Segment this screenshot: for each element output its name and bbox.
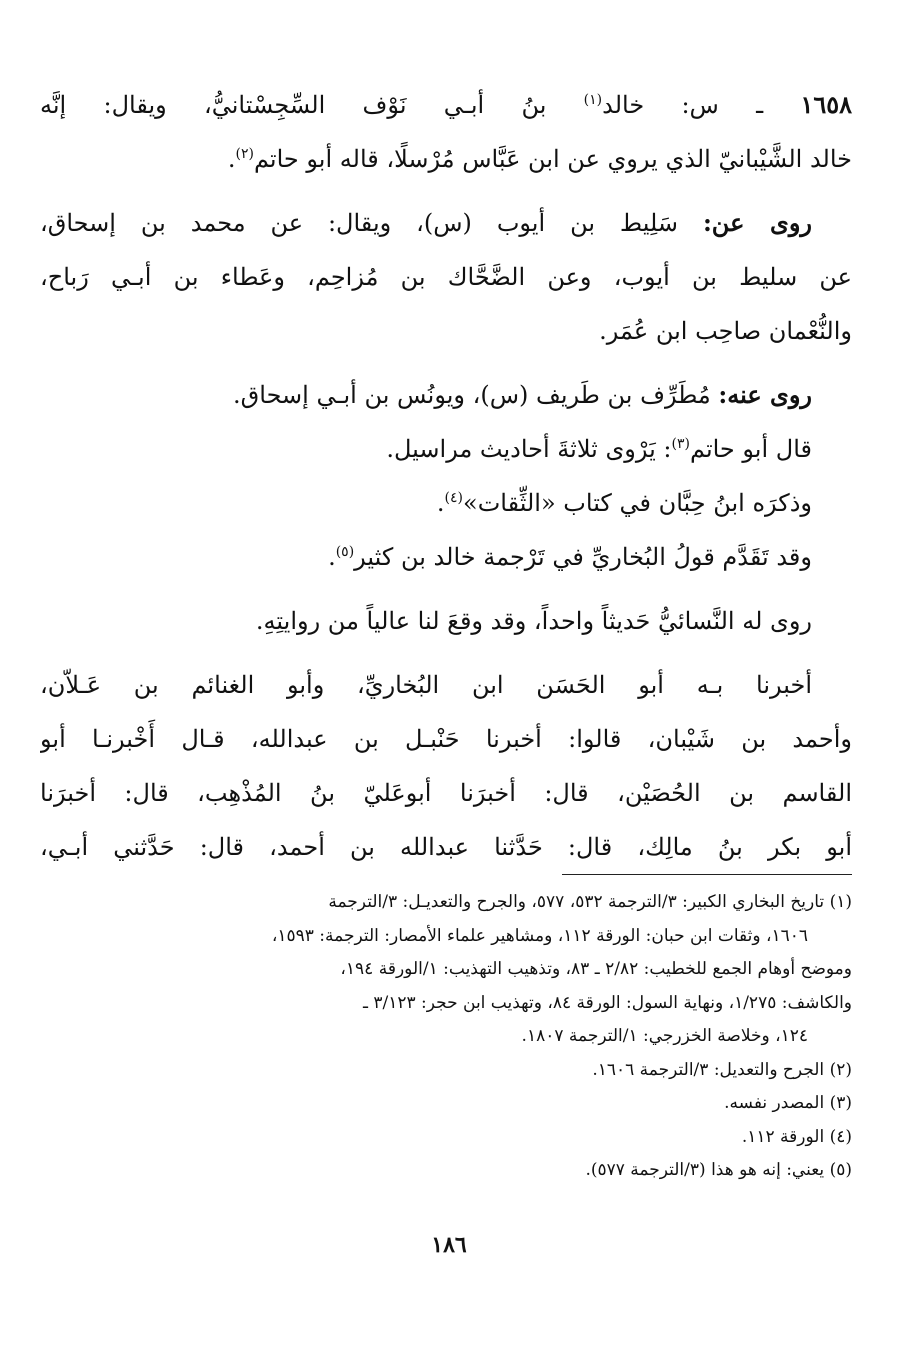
footnote-1: (١) تاريخ البخاري الكبير: ٣/الترجمة ٥٣٢، ٥٧٧، والجرح والتعديـل: ٣/الترجمة	[328, 892, 852, 912]
footnote-ref-3: (٣)	[671, 436, 690, 452]
abu-hatim-line: قال أبو حاتم$^{(٣)}$: يَرْوى ثلاثةَ أحاديث مراسيل.	[386, 435, 812, 463]
bukhari-line: وقد تَقَدَّم قولُ البُخاريِّ في تَرْجمة خالد بن كثير$^{(٥)}$.	[328, 543, 812, 571]
footnote-divider	[562, 874, 852, 875]
page-number: ١٨٦	[431, 1232, 467, 1258]
footnote-ref-5: (٥)	[335, 544, 355, 560]
isnad-line-1: أخبرنا بـه أبو الحَسَن ابن البُخاريِّ، وأبو الغنائم بن عَـلاّن،	[40, 671, 812, 699]
nasai-line: روى له النَّسائيُّ حَديثاً واحداً، وقد وقعَ لنا عالياً من روايتِهِ.	[255, 607, 812, 635]
footnote-1-cont: وموضح أوهام الجمع للخطيب: ٢/٨٢ ـ ٨٣، وتذهيب التهذيب: ١/الورقة ١٩٤،	[340, 959, 852, 979]
footnote-marker: (٢)	[829, 1059, 852, 1080]
footnote-marker: (١)	[829, 892, 852, 912]
narrated-from-line-3: والنُّعْمان صاحِب ابن عُمَر.	[599, 317, 852, 345]
footnote-5: (٥) يعني: إنه هو هذا (٣/الترجمة ٥٧٧).	[585, 1160, 852, 1180]
narrated-by-line: روى عنه: مُطَرِّف بن طَريف (س)، ويونُس بن أبـي إسحاق.	[233, 380, 812, 409]
footnote-2: (٢) الجرح والتعديل: ٣/الترجمة ١٦٠٦.	[592, 1059, 852, 1080]
footnote-1-cont: ١٢٤، وخلاصة الخزرجي: ١/الترجمة ١٨٠٧.	[521, 1026, 808, 1046]
footnote-marker: (٣)	[829, 1093, 852, 1113]
footnote-3: (٣) المصدر نفسه.	[724, 1093, 852, 1113]
footnote-ref-1: (١)	[583, 92, 603, 108]
isnad-line-2: وأحمد بن شَيْبان، قالوا: أخبرنا حَنْبـل بن عبدالله، قـال أَخْبرنـا أبو	[40, 725, 852, 753]
entry-line-1: ١٦٥٨ ـ س: خالد$^{(١)}$ بنُ أبـي نَوْف السِّجِسْتانيُّ، ويقال: إنَّه	[40, 90, 852, 119]
footnote-4: (٤) الورقة ١١٢.	[741, 1126, 852, 1147]
footnotes	[40, 886, 852, 1188]
main-text	[40, 78, 852, 874]
footnote-1-cont: ١٦٠٦، وثقات ابن حبان: الورقة ١١٢، ومشاهير علماء الأمصار: الترجمة: ١٥٩٣،	[271, 925, 808, 946]
footnote-ref-2: (٢)	[235, 146, 254, 162]
footnote-marker: (٤)	[829, 1126, 852, 1147]
narrated-from-label: روى عن:	[702, 208, 812, 237]
narrated-by-label: روى عنه:	[718, 380, 812, 409]
isnad-line-4: أبو بكر بنُ مالِك، قال: حَدَّثنا عبدالله بن أحمد، قال: حَدَّثني أبـي،	[40, 833, 852, 861]
narrated-from-line-1: روى عن: سَلِيط بن أيوب (س)، ويقال: عن محمد بن إسحاق،	[40, 208, 812, 237]
footnote-1-cont: والكاشف: ١/٢٧٥، ونهاية السول: الورقة ٨٤، وتهذيب ابن حجر: ٣/١٢٣ ـ	[362, 992, 852, 1013]
isnad-line-3: القاسم بن الحُصَيْن، قال: أخبرَنا أبوعَليّ بنُ المُذْهِب، قال: أخبرَنا	[40, 779, 852, 807]
entry-number: ١٦٥٨	[800, 90, 852, 119]
entry-line-2: خالد الشَّيْبانيّ الذي يروي عن ابن عَبَّاس مُرْسلًا، قاله أبو حاتم$^{(٢)}$.	[227, 145, 852, 173]
footnote-marker: (٥)	[829, 1160, 852, 1180]
footnote-ref-4: (٤)	[444, 490, 464, 506]
ibn-hibban-line: وذكرَه ابنُ حِبَّان في كتاب «الثِّقات»$^{(٤)}$.	[436, 489, 812, 517]
narrated-from-line-2: عن سليط بن أيوب، وعن الضَّحَّاك بن مُزاحِم، وعَطاء بن أبـي رَباح،	[40, 263, 852, 291]
